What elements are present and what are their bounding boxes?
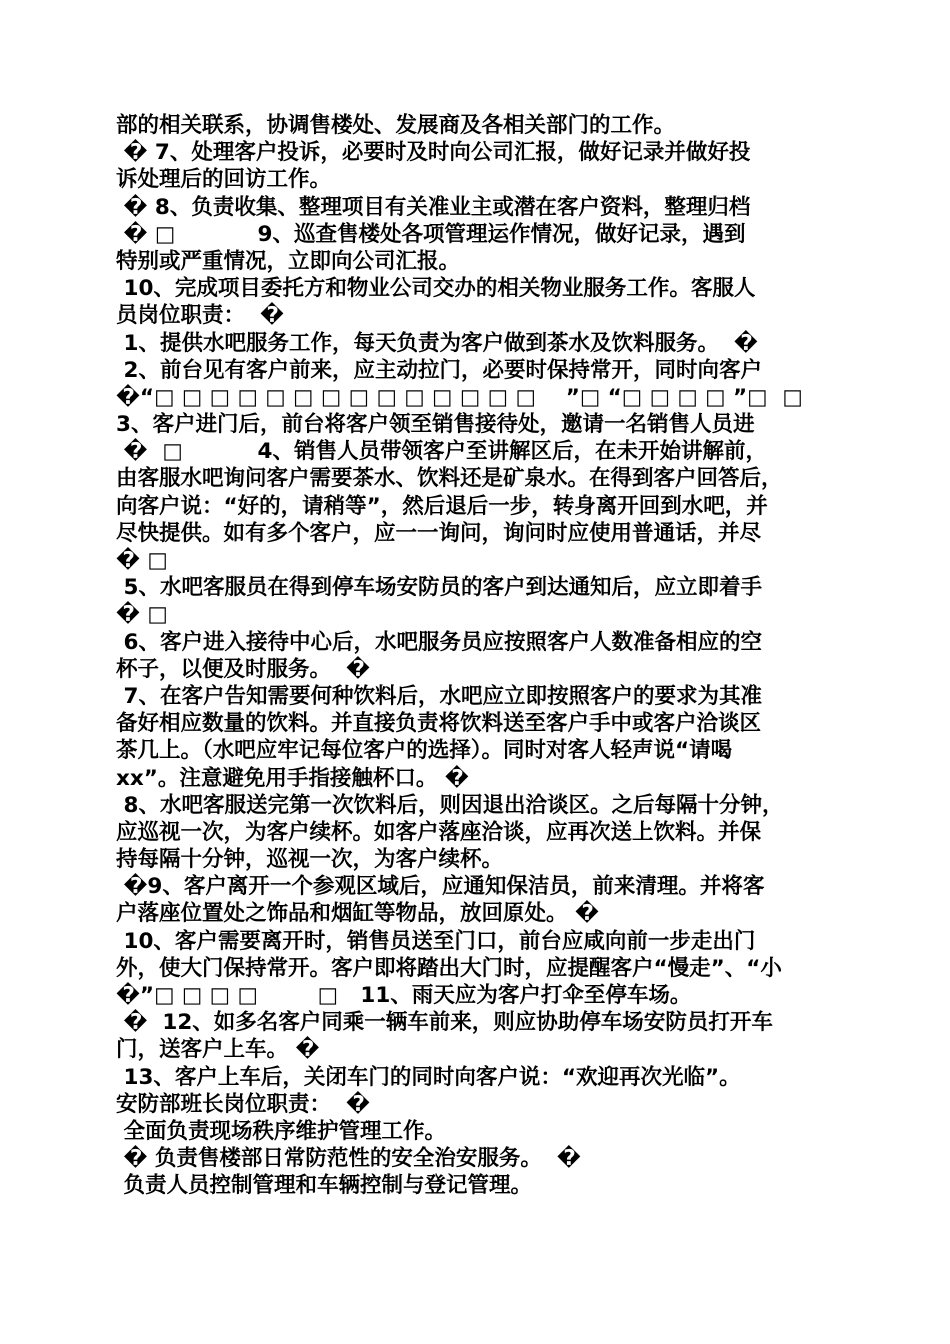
text-line: 应巡视一次，为客户续杯。如客户落座洽谈，应再次送上饮料。并保 [116,819,762,845]
text-line: 员岗位职责： � [116,303,284,329]
text-line: � □ 4、销售人员带领客户至讲解区后，在未开始讲解前， [116,439,768,465]
text-line: 外，使大门保持常开。客户即将踏出大门时，应提醒客户“慢走”、“小 [116,955,782,981]
text-line: 3、客户进门后，前台将客户领至销售接待处，邀请一名销售人员进 [116,412,755,438]
text-line: � 8、负责收集、整理项目有关准业主或潜在客户资料，整理归档 [116,194,751,220]
text-line: 2、前台见有客户前来，应主动拉门，必要时保持常开，同时向客户 [116,357,762,383]
text-line: 茶几上。（水吧应牢记每位客户的选择）。同时对客人轻声说“请喝 [116,738,733,764]
text-line: 尽快提供。如有多个客户，应一一询问，询问时应使用普通话，并尽 [116,520,762,546]
text-line: 杯子，以便及时服务。 � [116,656,370,682]
text-line: 全面负责现场秩序维护管理工作。 [116,1118,446,1144]
text-line: 诉处理后的回访工作。 [116,167,332,193]
text-line: �”□ □ □ □ □ 11、雨天应为客户打伞至停车场。 [116,983,692,1008]
text-line: 备好相应数量的饮料。并直接负责将饮料送至客户手中或客户洽谈区 [116,711,762,737]
text-line: 向客户说：“好的，请稍等”，然后退后一步，转身离开回到水吧，并 [116,493,768,519]
text-line: � □ 9、巡查售楼处各项管理运作情况，做好记录，遇到 [116,221,746,247]
text-line: 负责人员控制管理和车辆控制与登记管理。 [116,1173,532,1199]
text-line: 特别或严重情况，立即向公司汇报。 [116,248,461,274]
text-line: � 12、如多名客户同乘一辆车前来，则应协助停车场安防员打开车 [116,1010,773,1036]
text-line: 8、水吧客服送完第一次饮料后，则因退出洽谈区。之后每隔十分钟， [116,792,784,818]
text-line: 部的相关联系，协调售楼处、发展商及各相关部门的工作。 [116,113,676,138]
text-line: 由客服水吧询问客户需要茶水、饮料还是矿泉水。在得到客户回答后， [116,466,783,492]
text-line: � 7、处理客户投诉，必要时及时向公司汇报，做好记录并做好投 [116,140,751,166]
text-line: 13、客户上车后，关闭车门的同时向客户说：“欢迎再次光临”。 [116,1064,741,1090]
text-line: xx”。注意避免用手指接触杯口。 � [116,765,469,791]
text-line: 安防部班长岗位职责： � [116,1091,370,1117]
text-line: � □ [116,548,168,573]
text-line: 7、在客户告知需要何种饮料后，水吧应立即按照客户的要求为其准 [116,683,762,709]
text-line: 10、客户需要离开时，销售员送至门口，前台应咸向前一步走出门 [116,928,756,954]
text-line: � 负责售楼部日常防范性的安全治安服务。 � [116,1146,581,1172]
text-line: �9、客户离开一个参观区域后，应通知保洁员，前来清理。并将客 [116,874,765,900]
text-line: �“□ □ □ □ □ □ □ □ □ □ □ □ □ □ ”□ “□ □ □ □ ”□ □ [116,384,803,410]
text-line: 户落座位置处之饰品和烟缸等物品，放回原处。 � [116,901,599,927]
text-line: 1、提供水吧服务工作，每天负责为客户做到茶水及饮料服务。 � [116,330,758,356]
text-line: 门，送客户上车。 � [116,1037,320,1063]
text-line: � □ [116,602,168,628]
text-line: 10、完成项目委托方和物业公司交办的相关物业服务工作。客服人 [116,276,756,302]
text-line: 持每隔十分钟，巡视一次，为客户续杯。 [116,847,504,873]
text-line: 6、客户进入接待中心后，水吧服务员应按照客户人数准备相应的空 [116,629,762,655]
text-line: 5、水吧客服员在得到停车场安防员的客户到达通知后，应立即着手 [116,575,762,601]
document-body [116,112,852,1200]
